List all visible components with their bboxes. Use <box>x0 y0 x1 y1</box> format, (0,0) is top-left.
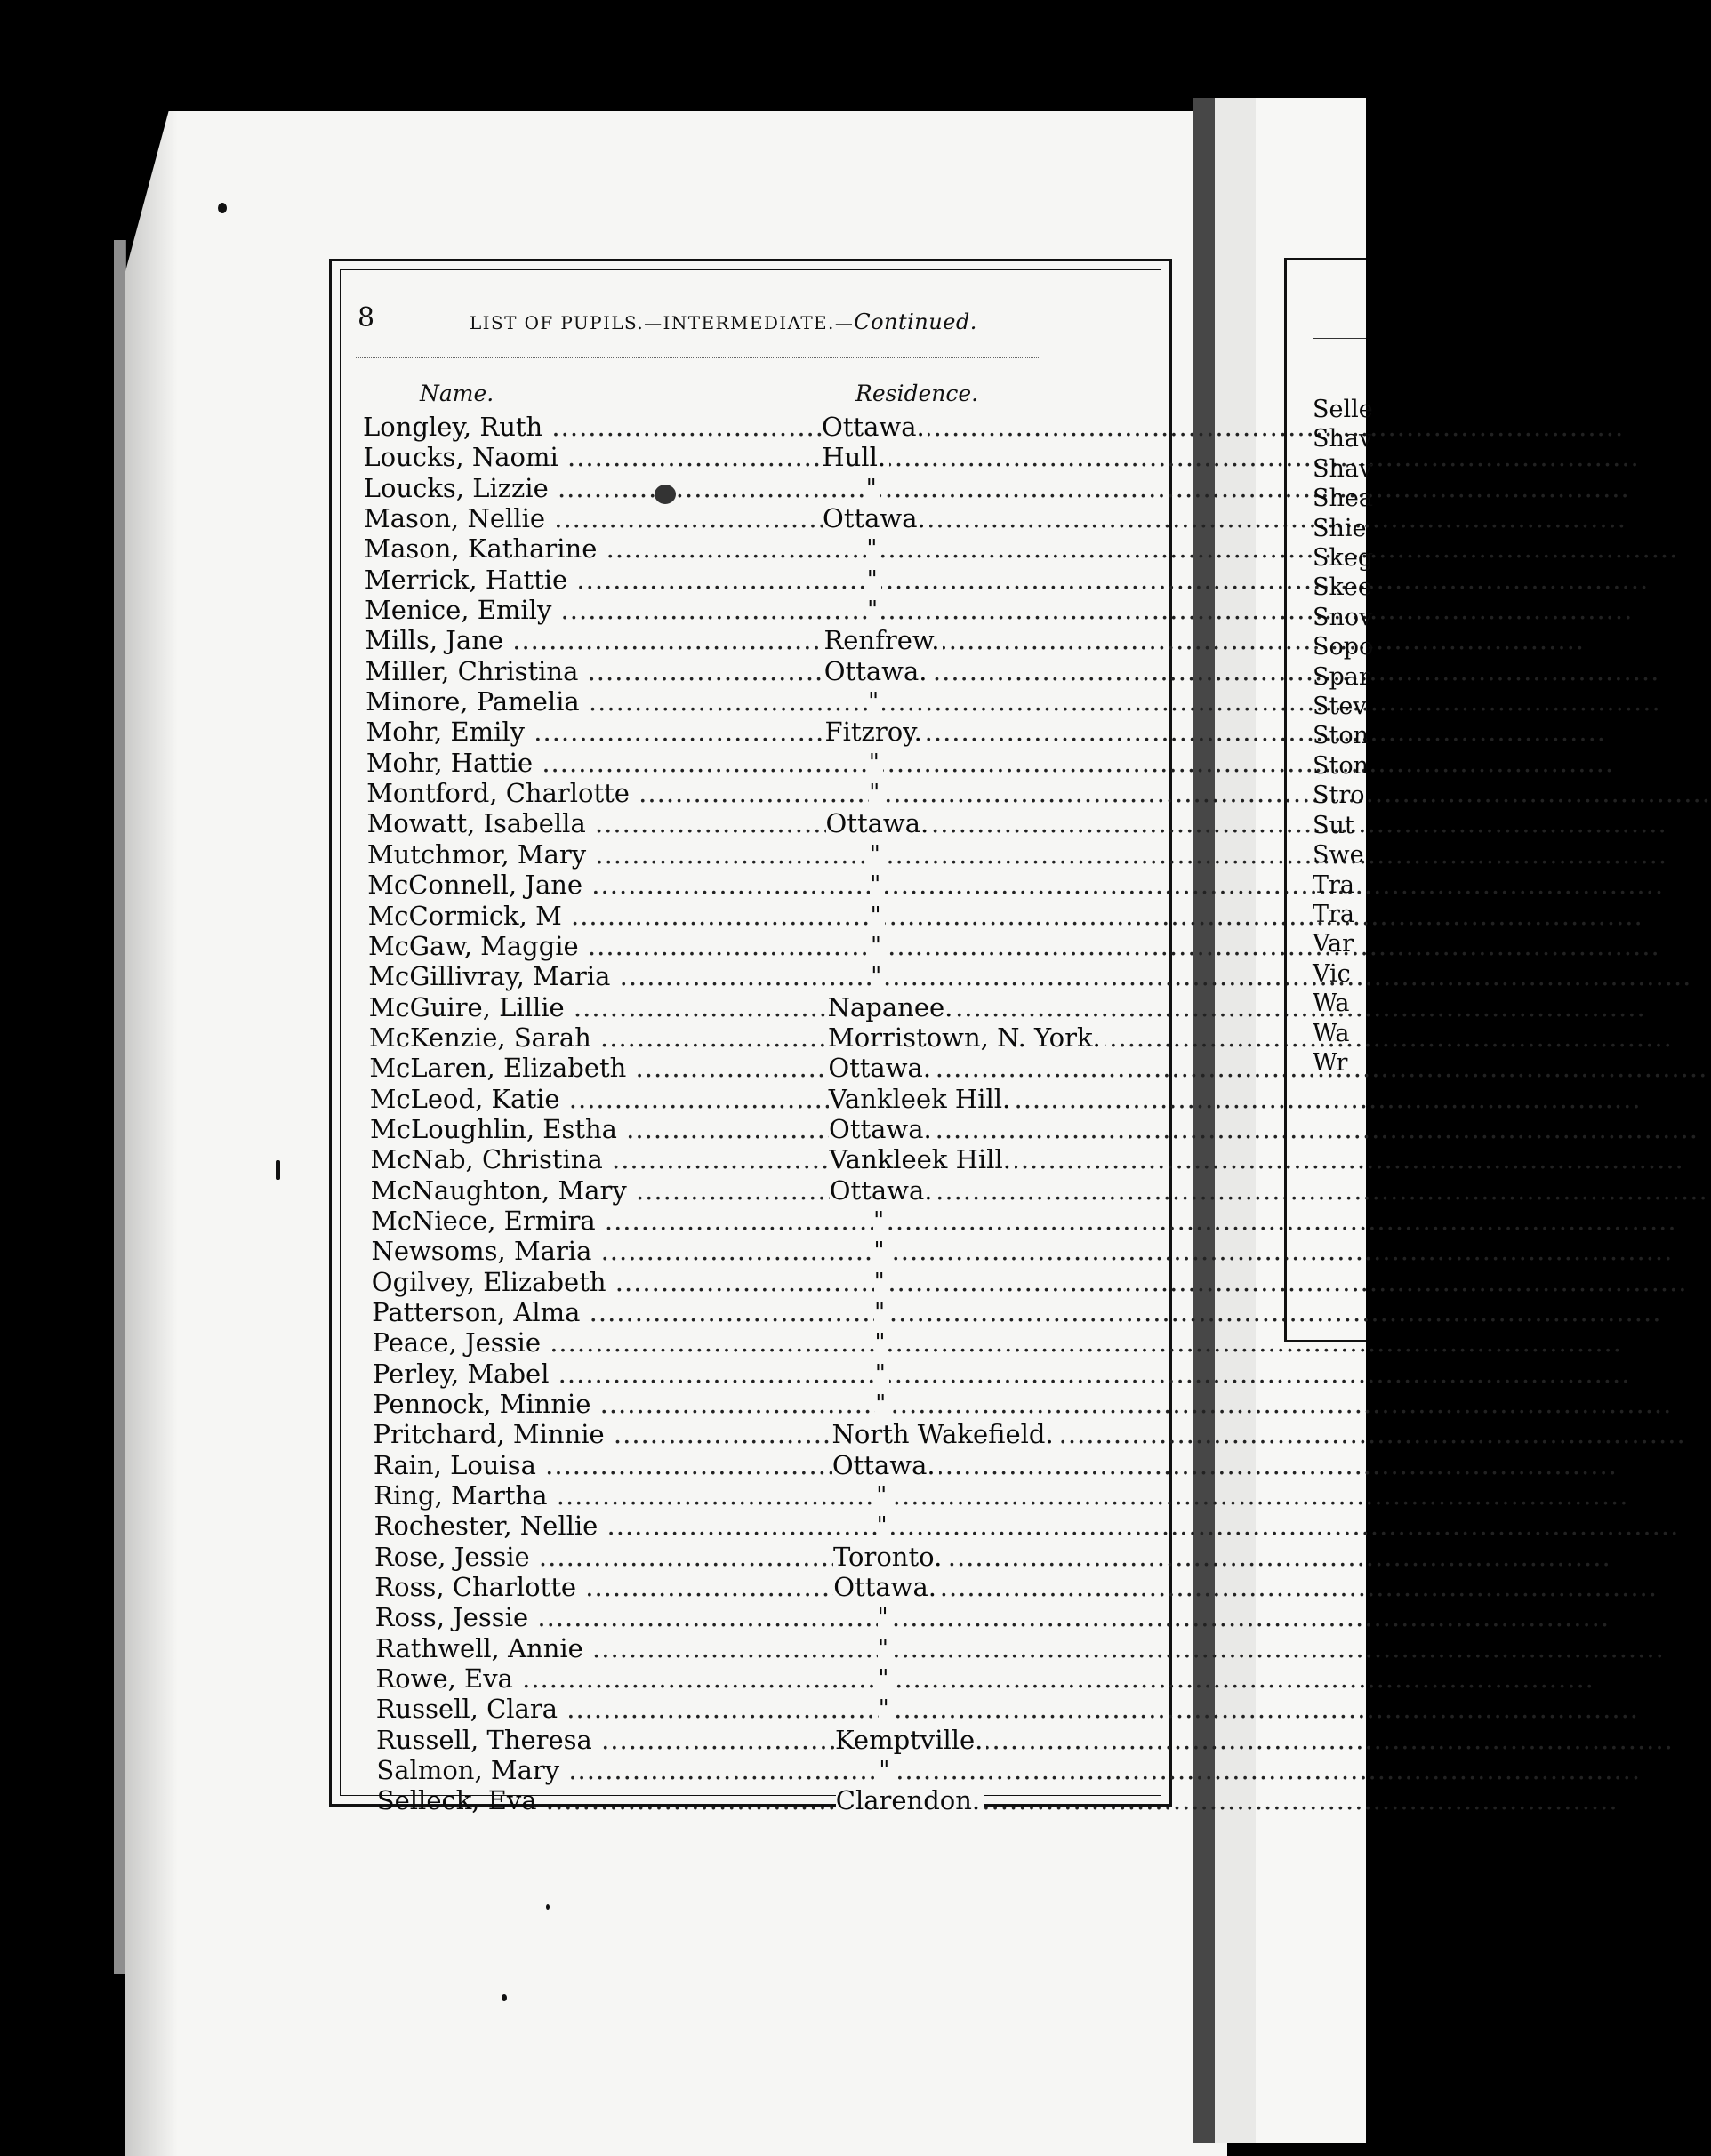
facing-page-entry: Sopo <box>1313 633 1374 661</box>
pupil-row <box>363 473 1145 503</box>
pupil-name: Russell, Clara ..... <box>376 1694 834 1724</box>
pupil-row <box>363 1480 1145 1511</box>
pupil-residence: " <box>875 1389 889 1419</box>
facing-page-rule <box>1313 338 1366 339</box>
pupil-residence: " <box>870 870 884 900</box>
pupil-name: Menice, Emily ..... <box>365 595 823 625</box>
pupil-row <box>363 1511 1145 1541</box>
facing-page-entry: Tra <box>1313 900 1355 928</box>
pupil-row <box>363 503 1145 533</box>
pupil-residence: " <box>875 1327 889 1358</box>
pupil-residence: North Wakefield. <box>832 1419 1057 1449</box>
pupil-residence: " <box>869 778 883 808</box>
pupil-row <box>363 1785 1145 1815</box>
pupil-row <box>363 1389 1145 1419</box>
pupil-row <box>363 1084 1145 1114</box>
pupil-name: McNab, Christina ..... <box>370 1144 828 1174</box>
pupil-residence: " <box>879 1755 893 1785</box>
pupil-residence: Ottawa. <box>826 808 933 838</box>
pupil-name: Mutchmor, Mary ..... <box>367 839 825 870</box>
facing-page-entry: Var <box>1313 930 1354 958</box>
pupil-residence: Ottawa. <box>823 503 929 533</box>
pupil-list <box>363 412 1145 1816</box>
facing-page-entry: Stev <box>1313 693 1367 721</box>
ink-speck <box>502 1994 507 2001</box>
facing-page-entry: Wa <box>1313 1019 1350 1047</box>
facing-page-entry: Ston <box>1313 722 1369 750</box>
pupil-name: Perley, Mabel ..... <box>373 1359 831 1389</box>
pupil-residence: " <box>867 595 881 625</box>
pupil-row <box>363 748 1145 778</box>
pupil-residence: Kemptville. <box>835 1725 986 1755</box>
ink-speck <box>276 1160 280 1180</box>
pupil-residence: Clarendon. <box>836 1785 984 1815</box>
pupil-row <box>363 778 1145 808</box>
pupil-row <box>363 686 1145 717</box>
pupil-residence: Morristown, N. York. <box>828 1022 1105 1053</box>
facing-page-entry: Tra <box>1313 870 1355 899</box>
facing-page-entry: Snov <box>1313 603 1373 631</box>
facing-page-entry: Wa <box>1313 990 1350 1018</box>
pupil-name: Longley, Ruth ..... <box>363 412 821 442</box>
ink-speck <box>546 1904 550 1910</box>
pupil-name: Rowe, Eva ..... <box>375 1663 833 1694</box>
pupil-residence: " <box>870 839 884 870</box>
facing-page-entry: Shie <box>1313 514 1367 542</box>
facing-page-entry: Skeg <box>1313 544 1374 573</box>
pupil-name: Selleck, Eva ..... <box>377 1785 835 1815</box>
page-edge-shadow <box>125 111 178 2156</box>
pupil-residence: " <box>871 901 885 931</box>
pupil-row <box>363 1053 1145 1083</box>
pupil-name: McGaw, Maggie ..... <box>368 931 826 961</box>
pupil-name: Ogilvey, Elizabeth ..... <box>372 1267 830 1297</box>
pupil-name: Pennock, Minnie ..... <box>373 1389 831 1419</box>
pupil-row <box>363 1694 1145 1724</box>
pupil-name: Ross, Charlotte ..... <box>374 1572 832 1602</box>
pupil-row <box>363 1022 1145 1053</box>
pupil-row <box>363 1633 1145 1663</box>
pupil-name: Mohr, Emily ..... <box>366 717 824 747</box>
pupil-name: Mills, Jane ..... <box>365 625 823 655</box>
pupil-row <box>363 1725 1145 1755</box>
ink-speck <box>655 485 676 504</box>
facing-page-entry: Shea <box>1313 485 1373 513</box>
facing-page-entry: Spar <box>1313 662 1370 691</box>
pupil-name: Minore, Pamelia ..... <box>365 686 823 717</box>
pupil-name: McConnell, Jane ..... <box>367 870 825 900</box>
pupil-name: McLaren, Elizabeth ..... <box>369 1053 827 1083</box>
pupil-name: Rochester, Nellie ..... <box>374 1511 832 1541</box>
pupil-row <box>363 412 1145 442</box>
pupil-name: Montford, Charlotte ..... <box>366 778 824 808</box>
pupil-row <box>363 1602 1145 1632</box>
pupil-row <box>363 442 1145 472</box>
pupil-residence: Ottawa. <box>829 1114 936 1144</box>
facing-page-list <box>1313 395 1373 1078</box>
pupil-row <box>363 1206 1145 1236</box>
pupil-name: Ring, Martha ..... <box>374 1480 831 1511</box>
pupil-residence: " <box>878 1663 892 1694</box>
pupil-name: McKenzie, Sarah ..... <box>369 1022 827 1053</box>
facing-page-entry: Ston <box>1313 751 1369 780</box>
header-continued: Continued. <box>854 309 977 334</box>
facing-page-entry: Selle <box>1313 396 1373 423</box>
pupil-residence: " <box>877 1511 891 1541</box>
pupil-name: Miller, Christina ..... <box>365 656 823 686</box>
pupil-residence: Toronto. <box>833 1542 945 1572</box>
pupil-name: Patterson, Alma ..... <box>372 1297 830 1327</box>
pupil-residence: Ottawa. <box>830 1175 936 1206</box>
pupil-residence: " <box>874 1267 888 1297</box>
pupil-row <box>363 1114 1145 1144</box>
facing-page-entry: Shav <box>1313 425 1373 453</box>
pupil-row <box>363 901 1145 931</box>
pupil-name: Ross, Jessie ..... <box>375 1602 833 1632</box>
pupil-residence: " <box>871 961 885 991</box>
pupil-row <box>363 870 1145 900</box>
pupil-name: Loucks, Lizzie ..... <box>364 473 822 503</box>
pupil-residence: Vankleek Hill. <box>829 1084 1015 1114</box>
pupil-residence: " <box>866 473 880 503</box>
pupil-row <box>363 1450 1145 1480</box>
page-header <box>356 301 1121 333</box>
facing-page-entry: Swe <box>1313 841 1364 870</box>
pupil-name: Loucks, Naomi ..... <box>363 442 821 472</box>
facing-page-entry: Wr <box>1313 1048 1348 1077</box>
pupil-row <box>363 1175 1145 1206</box>
header-title-text: LIST OF PUPILS.—INTERMEDIATE.— <box>470 312 855 333</box>
pupil-residence: Hull. <box>822 442 889 472</box>
pupil-row <box>363 656 1145 686</box>
pupil-residence: Ottawa. <box>828 1053 935 1083</box>
pupil-row <box>363 992 1145 1022</box>
facing-page-entry: Vic <box>1313 959 1351 988</box>
pupil-residence: " <box>878 1602 892 1632</box>
facing-page-entry: Sut <box>1313 811 1354 839</box>
pupil-row <box>363 1755 1145 1785</box>
pupil-row <box>363 1572 1145 1602</box>
pupil-row <box>363 533 1145 564</box>
pupil-name: McNiece, Ermira ..... <box>371 1206 829 1236</box>
pupil-residence: Renfrew. <box>823 625 943 655</box>
pupil-name: Pritchard, Minnie ..... <box>374 1419 831 1449</box>
column-header-residence: Residence. <box>856 381 979 406</box>
pupil-residence: " <box>878 1633 892 1663</box>
pupil-name: McNaughton, Mary ..... <box>371 1175 829 1206</box>
pupil-row <box>363 961 1145 991</box>
pupil-residence: " <box>873 1236 888 1266</box>
pupil-name: Peace, Jessie ..... <box>373 1327 831 1358</box>
pupil-row <box>363 931 1145 961</box>
pupil-residence: Napanee. <box>828 992 957 1022</box>
header-rule <box>356 357 1040 358</box>
pupil-row <box>363 808 1145 838</box>
pupil-residence: " <box>874 1297 888 1327</box>
pupil-name: Mason, Nellie ..... <box>364 503 822 533</box>
pupil-residence: Ottawa. <box>822 412 928 442</box>
pupil-residence: " <box>867 565 881 595</box>
pupil-residence: " <box>868 686 882 717</box>
page-number: 8 <box>357 302 375 333</box>
pupil-residence: " <box>879 1694 893 1724</box>
pupil-row <box>363 1236 1145 1266</box>
pupil-name: Rathwell, Annie ..... <box>375 1633 833 1663</box>
pupil-name: Newsoms, Maria ..... <box>371 1236 829 1266</box>
pupil-row <box>363 1297 1145 1327</box>
pupil-row <box>363 1327 1145 1358</box>
pupil-residence: " <box>869 748 883 778</box>
facing-page-entry: Skee <box>1313 573 1372 602</box>
pupil-name: McCormick, M ..... <box>368 901 826 931</box>
pupil-name: McLeod, Katie ..... <box>370 1084 828 1114</box>
pupil-row <box>363 1542 1145 1572</box>
pupil-name: Rain, Louisa ..... <box>374 1450 831 1480</box>
pupil-row <box>363 1359 1145 1389</box>
column-header-name: Name. <box>420 381 494 406</box>
pupil-residence: Ottawa. <box>824 656 931 686</box>
facing-page-entry: Stro <box>1313 781 1365 810</box>
pupil-row <box>363 1267 1145 1297</box>
pupil-row <box>363 1144 1145 1174</box>
pupil-residence: Vankleek Hill. <box>829 1144 1015 1174</box>
pupil-residence: Fitzroy. <box>825 717 926 747</box>
pupil-name: Russell, Theresa ..... <box>376 1725 834 1755</box>
pupil-name: McGuire, Lillie ..... <box>369 992 827 1022</box>
pupil-row <box>363 625 1145 655</box>
pupil-row <box>363 1663 1145 1694</box>
facing-page-entry: Shav <box>1313 454 1373 483</box>
pupil-name: Mowatt, Isabella ..... <box>367 808 825 838</box>
pupil-name: Rose, Jessie ..... <box>374 1542 832 1572</box>
pupil-residence: Ottawa. <box>833 1572 940 1602</box>
pupil-residence: " <box>866 533 880 564</box>
pupil-residence: " <box>871 931 885 961</box>
ink-speck <box>218 203 227 213</box>
pupil-name: McLoughlin, Estha ..... <box>370 1114 828 1144</box>
pupil-row <box>363 595 1145 625</box>
pupil-residence: " <box>876 1480 890 1511</box>
pupil-residence: Ottawa. <box>832 1450 939 1480</box>
header-title <box>470 309 977 334</box>
pupil-row <box>363 717 1145 747</box>
pupil-residence: " <box>875 1359 889 1389</box>
pupil-row <box>363 839 1145 870</box>
pupil-name: Merrick, Hattie ..... <box>365 565 823 595</box>
pupil-row <box>363 1419 1145 1449</box>
pupil-row <box>363 565 1145 595</box>
pupil-name: McGillivray, Maria ..... <box>368 961 826 991</box>
pupil-name: Mason, Katharine ..... <box>364 533 822 564</box>
pupil-name: Mohr, Hattie ..... <box>366 748 824 778</box>
pupil-residence: " <box>873 1206 888 1236</box>
pupil-name: Salmon, Mary ..... <box>376 1755 834 1785</box>
